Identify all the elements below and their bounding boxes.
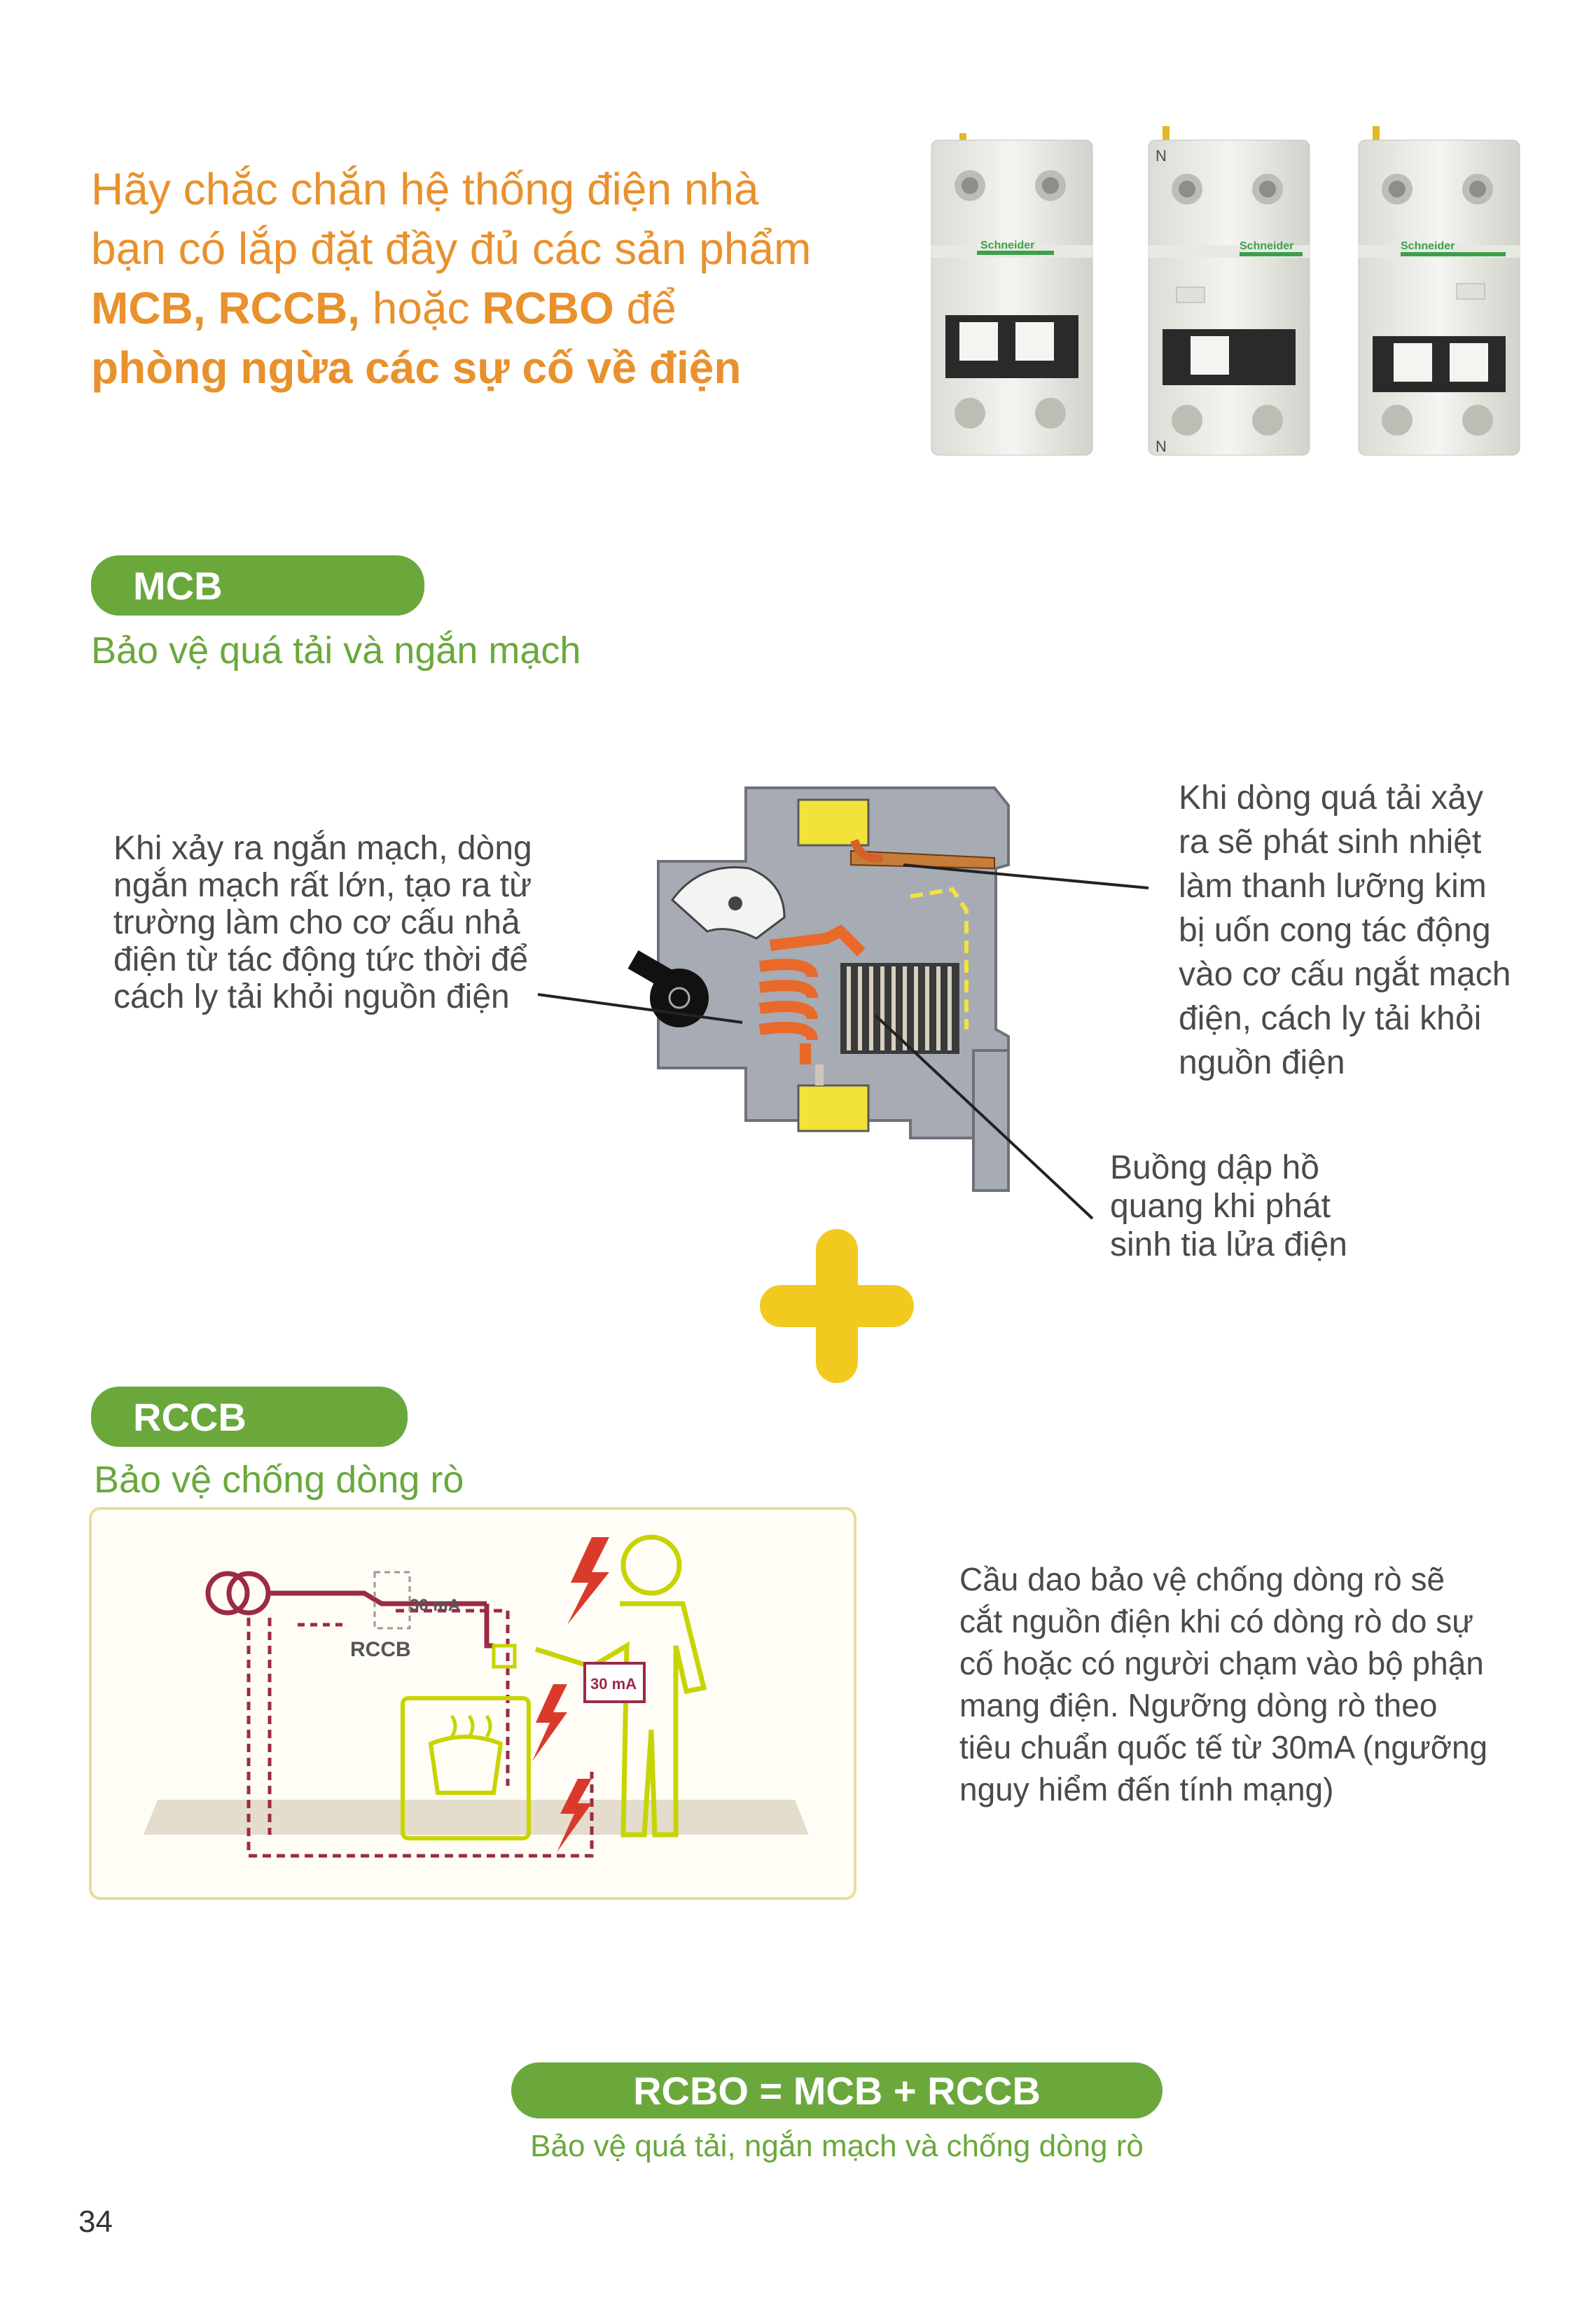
- mcb-right-note-line: làm thanh lưỡng kim: [1179, 868, 1487, 905]
- mcb-left-note-line: Khi xảy ra ngắn mạch, dòng: [113, 830, 532, 867]
- headline-line-1: Hãy chắc chắn hệ thống điện nhà: [91, 164, 759, 214]
- mcb-right-note-line: Khi dòng quá tải xảy: [1179, 779, 1483, 817]
- mcb-bottom-note-line: quang khi phát: [1110, 1188, 1331, 1225]
- rccb-note-line: tiêu chuẩn quốc tế từ 30mA (ngưỡng: [959, 1729, 1488, 1765]
- rcbo-pill: RCBO = MCB + RCCB: [511, 2062, 1163, 2118]
- breaker-1-brand: Schneider: [980, 240, 1035, 251]
- breaker-2-n-top: N: [1156, 147, 1167, 165]
- plus-sign: [760, 1229, 914, 1383]
- mcb-left-note-line: trường làm cho cơ cấu nhả: [113, 904, 520, 941]
- mcb-left-note-line: cách ly tải khỏi nguồn điện: [113, 978, 510, 1015]
- top-terminal: [798, 800, 868, 845]
- rccb-note-line: nguy hiểm đến tính mạng): [959, 1771, 1334, 1807]
- breaker-2-brand: Schneider: [1240, 240, 1294, 252]
- mcb-right-note-line: bị uốn cong tác động: [1179, 912, 1491, 949]
- handle-knob: [650, 969, 709, 1027]
- bottom-terminal: [798, 1085, 868, 1131]
- rccb-note-line: Cầu dao bảo vệ chống dòng rò sẽ: [959, 1561, 1445, 1597]
- mcb-right-note-line: điện, cách ly tải khỏi: [1179, 1000, 1482, 1037]
- headline-line-2: bạn có lắp đặt đầy đủ các sản phẩm: [91, 223, 812, 274]
- mcb-bottom-note-line: sinh tia lửa điện: [1110, 1226, 1347, 1263]
- mcb-left-note-line: ngắn mạch rất lớn, tạo ra từ: [113, 867, 532, 904]
- mcb-right-note-line: ra sẽ phát sinh nhiệt: [1179, 824, 1482, 861]
- rccb-subtitle: Bảo vệ chống dòng rò: [94, 1459, 464, 1501]
- headline-bold-mcb-rccb: MCB, RCCB,: [91, 283, 360, 333]
- mcb-right-note-line: nguồn điện: [1179, 1044, 1345, 1081]
- diagram-ma-label-meter: 30 mA: [590, 1675, 637, 1693]
- floor: [144, 1800, 809, 1835]
- rccb-diagram: [88, 1506, 858, 1901]
- page-number: 34: [78, 2205, 113, 2239]
- headline-bold-rcbo: RCBO: [482, 283, 614, 333]
- rccb-pill: RCCB: [91, 1387, 408, 1447]
- headline-connector: hoặc: [359, 283, 483, 333]
- mcb-bottom-note-line: Buồng dập hồ: [1110, 1149, 1319, 1186]
- diagram-ma-label-top: 30 mA: [410, 1596, 461, 1615]
- rccb-note-line: mang điện. Ngưỡng dòng rò theo: [959, 1687, 1438, 1723]
- headline-line-4: phòng ngừa các sự cố về điện: [91, 342, 742, 393]
- mcb-subtitle: Bảo vệ quá tải và ngắn mạch: [91, 630, 581, 672]
- diagram-rccb-label: RCCB: [350, 1638, 411, 1661]
- rccb-note-line: cố hoặc có người chạm vào bộ phận: [959, 1645, 1484, 1681]
- rcbo-subtitle: Bảo vệ quá tải, ngắn mạch và chống dòng rò: [530, 2129, 1144, 2163]
- rccb-note: [959, 1558, 1576, 1810]
- mcb-left-note-line: điện từ tác động tức thời để: [113, 941, 529, 978]
- breaker-3-brand: Schneider: [1401, 240, 1455, 252]
- breaker-2-n-bottom: N: [1156, 438, 1167, 455]
- mcb-pill: MCB: [91, 555, 424, 616]
- headline-line-3-end: để: [613, 283, 676, 333]
- arc-chute: [840, 963, 959, 1054]
- mcb-right-note-line: vào cơ cấu ngắt mạch: [1179, 956, 1511, 993]
- din-clip: [973, 1050, 1008, 1191]
- rccb-note-line: cắt nguồn điện khi có dòng rò do sự: [959, 1603, 1474, 1639]
